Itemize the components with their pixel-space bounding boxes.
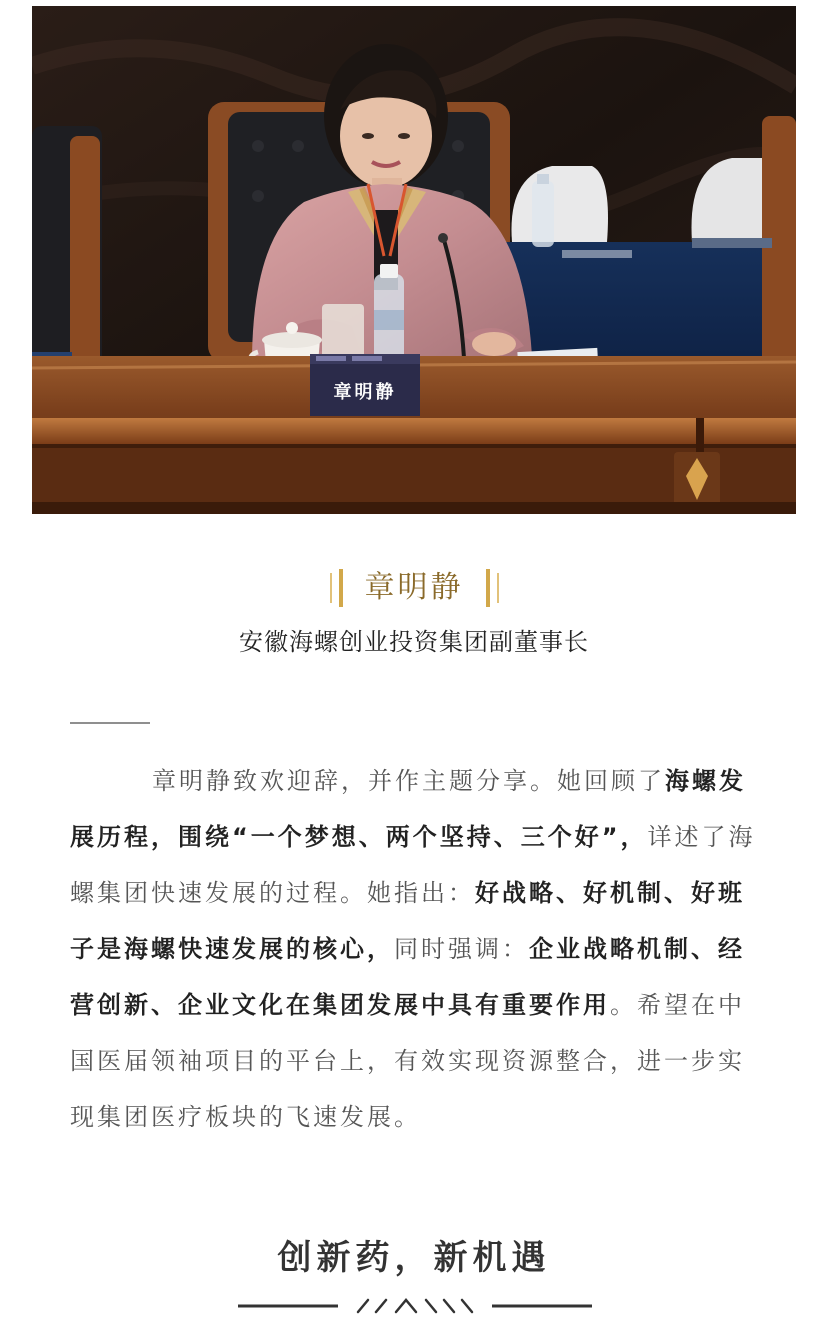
divider-line — [70, 722, 150, 724]
paragraph-segment: 详述了海螺集团快速发展的过程。她指出： — [70, 823, 756, 907]
article-paragraph — [70, 753, 758, 1145]
paragraph-segment: 。希望在中国医届领袖项目的平台上，有效实现资源整合，进一步实现集团医疗板块的飞速发展。 — [70, 991, 745, 1131]
name-bars-left — [330, 569, 343, 607]
speaker-photo — [32, 6, 796, 514]
nameplate-text: 章明静 — [333, 382, 397, 403]
paragraph-segment: 同时强调： — [394, 935, 529, 963]
speaker-name-heading — [0, 566, 828, 610]
paragraph-segment-bold: 好战略、好机制、好班子是海螺快速发展的核心， — [70, 879, 745, 963]
speaker-name: 章明静 — [364, 570, 464, 605]
name-bars-right — [486, 569, 499, 607]
section-heading: 创新药，新机遇 — [277, 1238, 551, 1278]
nameplate — [310, 354, 420, 416]
heading-ornament — [238, 1294, 592, 1318]
paragraph-segment: 章明静致欢迎辞，并作主题分享。她回顾了 — [152, 767, 665, 795]
speaker-title: 安徽海螺创业投资集团副董事长 — [239, 628, 589, 656]
paragraph-segment-bold: 企业战略机制、经营创新、企业文化在集团发展中具有重要作用 — [70, 935, 745, 1019]
paragraph-segment-bold: 海螺发展历程，围绕“一个梦想、两个坚持、三个好”， — [70, 767, 746, 851]
